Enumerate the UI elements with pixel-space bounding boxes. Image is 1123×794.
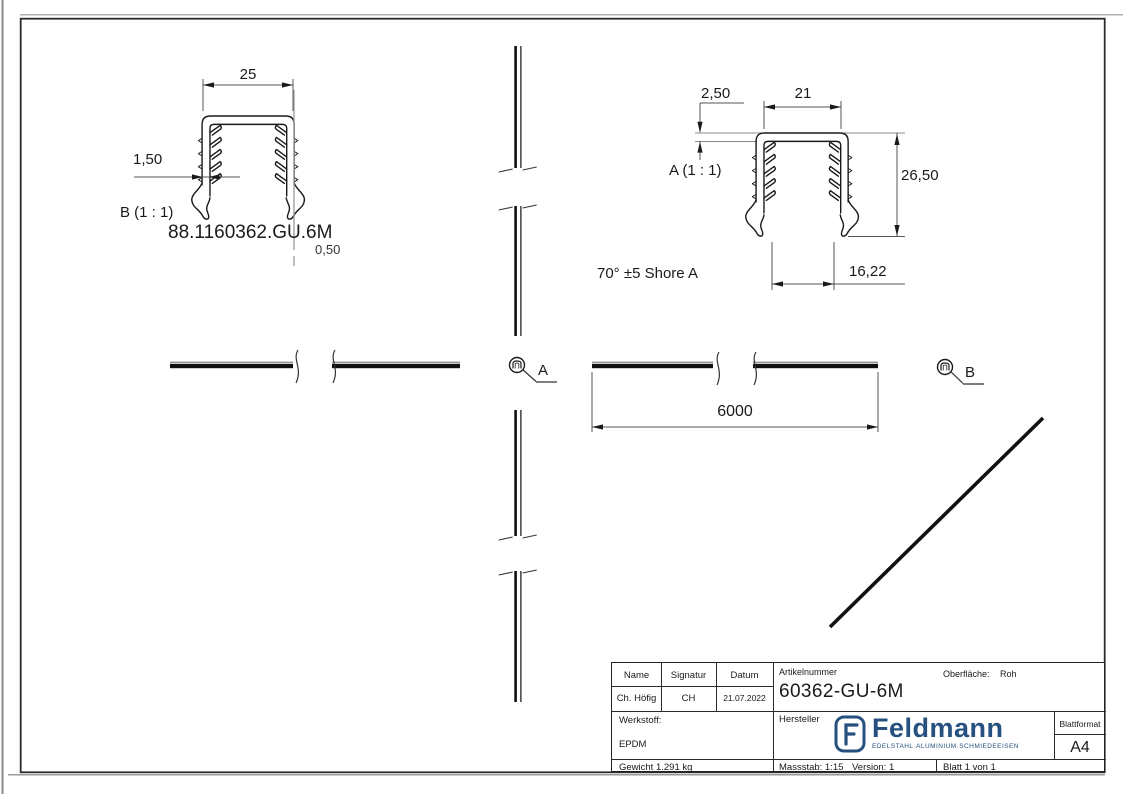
strip-side-view [499, 46, 537, 702]
feldmann-wordmark: Feldmann [872, 713, 1004, 743]
tb-header-signatur: Signatur [670, 670, 707, 681]
detail-a-profile [746, 133, 859, 236]
feldmann-logo [834, 715, 1019, 753]
callout-a-letter: A [538, 362, 549, 379]
dim-length-label: 6000 [717, 403, 753, 420]
tb-oberflaeche-value: Roh [1000, 669, 1017, 679]
tb-blatt: Blatt 1 von 1 [943, 762, 996, 773]
dim-foot-label: 16,22 [849, 263, 887, 280]
tb-artikelnummer-label: Artikelnummer [779, 667, 838, 677]
detail-a-reference-lines [695, 133, 905, 142]
dim-height-label: 26,50 [901, 167, 939, 184]
tb-oberflaeche-label: Oberfläche: [943, 669, 990, 679]
detail-a-view-label: A (1 : 1) [669, 162, 722, 179]
detail-b-profile [192, 116, 305, 219]
tb-value-datum: 21.07.2022 [723, 693, 766, 703]
dim-small-label: 0,50 [315, 242, 341, 257]
detail-b-view-label: B (1 : 1) [120, 204, 174, 221]
feldmann-tagline: EDELSTAHL·ALUMINIUM·SCHMIEDEEISEN [872, 743, 1019, 750]
dim-cap-label: 2,50 [701, 85, 731, 102]
tb-gewicht: Gewicht 1.291 kg [619, 762, 693, 773]
tb-header-name: Name [623, 670, 650, 681]
dim-wall-label: 1,50 [133, 151, 163, 168]
tb-blattformat-label: Blattformat [1059, 719, 1101, 729]
tb-header-datum: Datum [730, 670, 759, 681]
dim-outer-width-label: 25 [239, 66, 257, 83]
title-block [611, 662, 1105, 772]
tb-werkstoff-label: Werkstoff: [619, 715, 662, 726]
tb-blattformat-value: A4 [1070, 739, 1090, 756]
tb-artikelnummer-value: 60362-GU-6M [779, 681, 904, 702]
dimension-lines [134, 79, 905, 432]
tb-value-name: Ch. Höfig [616, 693, 657, 704]
strip-isometric-view [830, 418, 1043, 627]
tb-version: Version: 1 [852, 762, 895, 773]
dim-inner-width-label: 21 [794, 85, 812, 102]
tb-massstab: Massstab: 1:15 [779, 762, 844, 773]
tb-value-signatur: CH [681, 693, 696, 704]
hardness-note: 70° ±5 Shore A [597, 265, 698, 282]
detail-callout-a [510, 358, 558, 383]
callout-b-letter: B [965, 364, 976, 381]
detail-callout-b [938, 360, 985, 385]
tb-werkstoff-value: EPDM [619, 739, 647, 750]
part-code-label: 88.1160362.GU.6M [168, 222, 333, 243]
feldmann-logo-icon [834, 715, 866, 753]
tb-hersteller-label: Hersteller [779, 714, 820, 725]
